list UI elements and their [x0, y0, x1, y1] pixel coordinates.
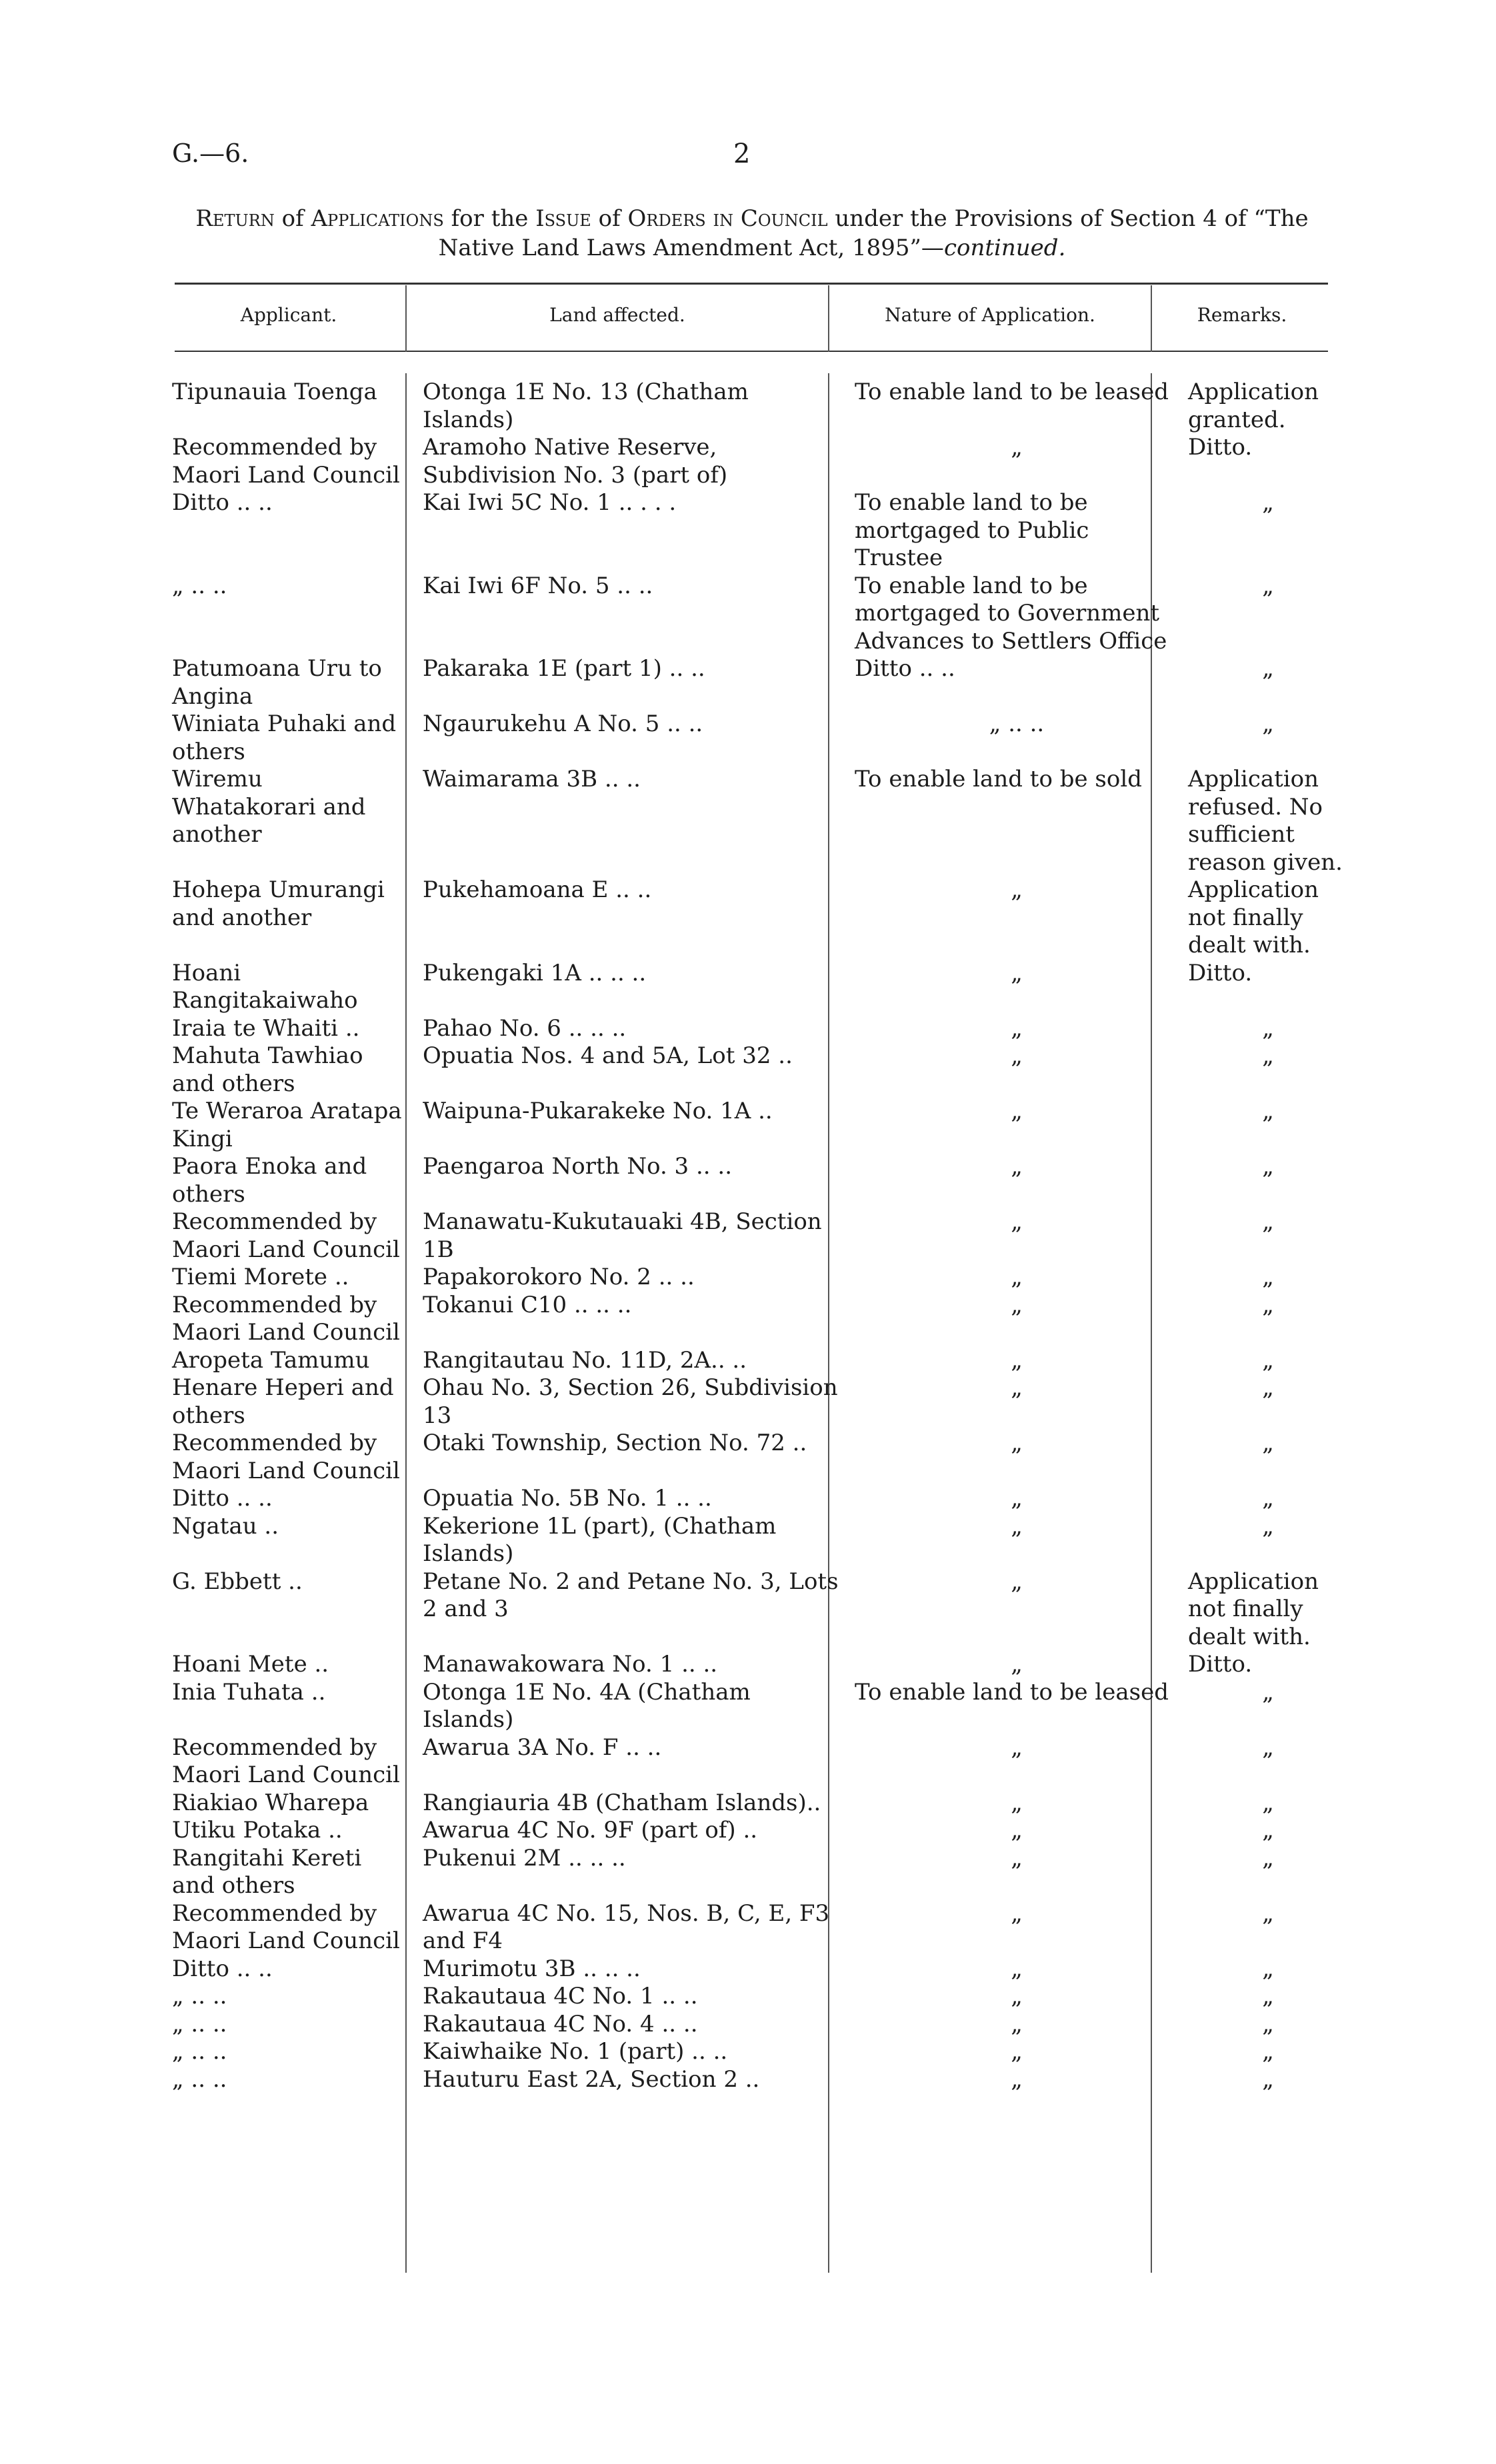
- page-identifier: G.—6.: [172, 139, 249, 168]
- cell-nature: „: [1011, 2065, 1023, 2093]
- title-part: Issue: [535, 205, 591, 232]
- table-row: [172, 1264, 1348, 1292]
- cell-nature: „: [1011, 1042, 1023, 1069]
- page-number: 2: [733, 139, 751, 169]
- table-row: [172, 1485, 1348, 1513]
- cell-applicant: Recommended by Maori Land Council: [172, 1899, 400, 1954]
- cell-applicant: Mahuta Tawhiao and others: [172, 1042, 363, 1097]
- cell-nature: „: [1011, 1568, 1023, 1595]
- cell-applicant: Hoani Mete ..: [172, 1651, 329, 1678]
- table-row: [172, 655, 1348, 710]
- table-row: [172, 1679, 1348, 1734]
- cell-remarks: „: [1262, 1817, 1274, 1844]
- cell-nature: „: [1011, 876, 1023, 903]
- cell-nature: „: [1011, 1734, 1023, 1761]
- title-part: of: [591, 205, 628, 232]
- cell-remarks: „: [1262, 655, 1274, 682]
- table-row: [172, 2011, 1348, 2039]
- table-row: [172, 573, 1348, 656]
- cell-land: Murimotu 3B .. .. ..: [423, 1955, 641, 1982]
- cell-land: Opuatia Nos. 4 and 5A, Lot 32 ..: [423, 1042, 793, 1069]
- cell-remarks: „: [1262, 1430, 1274, 1456]
- cell-remarks: „: [1262, 1983, 1274, 2009]
- cell-nature: „: [1011, 1983, 1023, 2009]
- table-row: [172, 1430, 1348, 1485]
- table-row: [172, 960, 1348, 1015]
- title-part: Applications: [311, 205, 444, 232]
- cell-nature: „: [1011, 1817, 1023, 1844]
- title-part: continued.: [943, 235, 1066, 261]
- cell-nature: „: [1011, 1014, 1023, 1042]
- table-row: [172, 1734, 1348, 1790]
- cell-land: Pahao No. 6 .. .. ..: [423, 1014, 627, 1042]
- cell-remarks: „: [1262, 2010, 1274, 2037]
- cell-nature: „: [1011, 2010, 1023, 2037]
- cell-nature: To enable land to be mortgaged to Government Advances to Settlers Office: [855, 572, 1167, 654]
- table-row: [172, 1983, 1348, 2011]
- cell-remarks: „: [1262, 1512, 1274, 1540]
- table-row: [172, 2066, 1348, 2094]
- cell-land: Rakautaua 4C No. 4 .. ..: [423, 2010, 698, 2037]
- cell-land: Waipuna-Pukarakeke No. 1A ..: [423, 1098, 773, 1124]
- cell-nature: To enable land to be sold: [855, 766, 1142, 792]
- cell-nature: „: [1011, 1098, 1023, 1124]
- title-part: under the Provisions of Section 4 of “The Native Land Laws Amendment Act, 1895”—: [438, 205, 1309, 261]
- cell-nature: „: [1011, 1153, 1023, 1180]
- cell-land: Otaki Township, Section No. 72 ..: [423, 1430, 807, 1456]
- cell-applicant: Ditto .. ..: [172, 1955, 273, 1982]
- cell-applicant: „ .. ..: [172, 572, 227, 599]
- cell-applicant: Hoani Rangitakaiwaho: [172, 959, 358, 1014]
- cell-applicant: Ditto .. ..: [172, 489, 273, 516]
- cell-remarks: „: [1262, 489, 1274, 516]
- table-row: [172, 1817, 1348, 1845]
- table-row: [172, 379, 1348, 434]
- cell-applicant: G. Ebbett ..: [172, 1568, 303, 1595]
- table-row: [172, 1790, 1348, 1818]
- cell-applicant: Rangitahi Kereti and others: [172, 1844, 362, 1899]
- cell-remarks: „: [1262, 1346, 1274, 1374]
- cell-land: Rakautaua 4C No. 1 .. ..: [423, 1983, 698, 2009]
- cell-applicant: Recommended by Maori Land Council: [172, 434, 400, 489]
- cell-remarks: „: [1262, 1678, 1274, 1706]
- cell-applicant: „ .. ..: [172, 2065, 227, 2093]
- cell-land: Papakorokoro No. 2 .. ..: [423, 1264, 695, 1290]
- table-row: [172, 1374, 1348, 1430]
- table-body: [172, 379, 1348, 2093]
- cell-applicant: Recommended by Maori Land Council: [172, 1430, 400, 1484]
- table-row: [172, 434, 1348, 489]
- table-row: [172, 1513, 1348, 1568]
- cell-applicant: Tipunauia Toenga: [172, 379, 377, 405]
- cell-remarks: „: [1262, 1485, 1274, 1512]
- cell-land: Manawatu-Kukutauaki 4B, Section 1B: [423, 1208, 822, 1263]
- cell-remarks: „: [1262, 710, 1274, 737]
- cell-nature: Ditto .. ..: [855, 655, 955, 682]
- cell-land: Tokanui C10 .. .. ..: [423, 1291, 632, 1318]
- cell-nature: To enable land to be leased: [855, 379, 1169, 405]
- cell-land: Awarua 4C No. 15, Nos. B, C, E, F3 and F4: [423, 1899, 830, 1954]
- table-row: [172, 1347, 1348, 1375]
- table-row: [172, 1292, 1348, 1347]
- cell-nature: „: [1011, 959, 1023, 986]
- cell-applicant: Hohepa Umurangi and another: [172, 876, 385, 931]
- cell-applicant: Recommended by Maori Land Council: [172, 1208, 400, 1263]
- cell-land: Kaiwhaike No. 1 (part) .. ..: [423, 2038, 728, 2065]
- cell-land: Pukenui 2M .. .. ..: [423, 1844, 626, 1871]
- cell-nature: „: [1011, 1512, 1023, 1540]
- cell-applicant: Winiata Puhaki and others: [172, 710, 397, 765]
- cell-land: Rangitautau No. 11D, 2A.. ..: [423, 1346, 747, 1374]
- table-row: [172, 1208, 1348, 1264]
- title-part: for the: [443, 205, 536, 232]
- cell-land: Paengaroa North No. 3 .. ..: [423, 1153, 733, 1180]
- table-row: [172, 489, 1348, 573]
- cell-applicant: Iraia te Whaiti ..: [172, 1014, 360, 1042]
- cell-remarks: „: [1262, 1153, 1274, 1180]
- cell-remarks: „: [1262, 1208, 1274, 1235]
- column-header-applicant: Applicant.: [240, 304, 337, 326]
- cell-remarks: „: [1262, 1264, 1274, 1290]
- table-row: [172, 2038, 1348, 2066]
- cell-remarks: „: [1262, 2065, 1274, 2093]
- cell-remarks: „: [1262, 1789, 1274, 1816]
- cell-land: Otonga 1E No. 13 (Chatham Islands): [423, 379, 749, 433]
- cell-remarks: Ditto.: [1188, 1651, 1253, 1678]
- cell-nature: „: [1011, 1264, 1023, 1290]
- table-row: [172, 710, 1348, 766]
- cell-remarks: „: [1262, 1291, 1274, 1318]
- cell-land: Petane No. 2 and Petane No. 3, Lots 2 and 3: [423, 1568, 839, 1622]
- cell-remarks: „: [1262, 1374, 1274, 1401]
- cell-land: Kekerione 1L (part), (Chatham Islands): [423, 1512, 777, 1567]
- cell-nature: „ .. ..: [989, 710, 1045, 737]
- table-top-rule: [175, 283, 1328, 285]
- cell-applicant: Recommended by Maori Land Council: [172, 1734, 400, 1788]
- cell-remarks: Ditto.: [1188, 959, 1253, 986]
- cell-applicant: Ditto .. ..: [172, 1485, 273, 1512]
- title-part: of: [274, 205, 311, 232]
- cell-applicant: Ngatau ..: [172, 1512, 279, 1540]
- cell-nature: „: [1011, 2038, 1023, 2065]
- cell-remarks: „: [1262, 2038, 1274, 2065]
- cell-applicant: Henare Heperi and others: [172, 1374, 394, 1429]
- title-part: Return: [195, 205, 275, 232]
- cell-applicant: Utiku Potaka ..: [172, 1817, 343, 1844]
- cell-remarks: „: [1262, 1098, 1274, 1124]
- cell-land: Awarua 4C No. 9F (part of) ..: [423, 1817, 758, 1844]
- cell-applicant: Recommended by Maori Land Council: [172, 1291, 400, 1346]
- document-title: [172, 204, 1332, 263]
- cell-remarks: „: [1262, 1014, 1274, 1042]
- cell-applicant: Paora Enoka and others: [172, 1153, 367, 1208]
- cell-remarks: „: [1262, 572, 1274, 599]
- cell-remarks: „: [1262, 1734, 1274, 1761]
- table-row: [172, 1845, 1348, 1900]
- header-bottom-rule: [175, 351, 1328, 352]
- cell-remarks: Application refused. No sufficient reason given.: [1188, 766, 1343, 876]
- cell-land: Pukengaki 1A .. .. ..: [423, 959, 647, 986]
- cell-applicant: Te Weraroa Aratapa Kingi: [172, 1098, 402, 1152]
- cell-applicant: „ .. ..: [172, 2038, 227, 2065]
- cell-nature: „: [1011, 1651, 1023, 1678]
- cell-remarks: „: [1262, 1042, 1274, 1069]
- cell-land: Pukehamoana E .. ..: [423, 876, 652, 903]
- cell-applicant: Aropeta Tamumu: [172, 1346, 370, 1374]
- cell-nature: „: [1011, 1208, 1023, 1235]
- column-header-nature: Nature of Application.: [885, 304, 1095, 326]
- table-row: [172, 1900, 1348, 1955]
- cell-nature: „: [1011, 1485, 1023, 1512]
- table-row: [172, 1651, 1348, 1679]
- table-row: [172, 876, 1348, 960]
- cell-remarks: Application granted.: [1188, 379, 1319, 433]
- cell-remarks: Ditto.: [1188, 434, 1253, 461]
- cell-nature: „: [1011, 434, 1023, 461]
- column-header-land: Land affected.: [549, 304, 685, 326]
- cell-nature: „: [1011, 1789, 1023, 1816]
- cell-applicant: „ .. ..: [172, 2010, 227, 2037]
- cell-land: Pakaraka 1E (part 1) .. ..: [423, 655, 705, 682]
- cell-applicant: Patumoana Uru to Angina: [172, 655, 382, 710]
- cell-applicant: Tiemi Morete ..: [172, 1264, 349, 1290]
- cell-nature: „: [1011, 1291, 1023, 1318]
- cell-applicant: Wiremu Whatakorari and another: [172, 766, 366, 848]
- cell-remarks: „: [1262, 1955, 1274, 1982]
- cell-remarks: Application not finally dealt with.: [1188, 876, 1319, 958]
- table-row: [172, 1098, 1348, 1153]
- cell-land: Kai Iwi 5C No. 1 .. . . .: [423, 489, 677, 516]
- table-row: [172, 1015, 1348, 1043]
- cell-nature: „: [1011, 1955, 1023, 1982]
- cell-nature: To enable land to be mortgaged to Public Trustee: [855, 489, 1089, 571]
- cell-land: Aramoho Native Reserve, Subdivision No. 3 (part of): [423, 434, 728, 489]
- cell-land: Manawakowara No. 1 .. ..: [423, 1651, 718, 1678]
- applications-table: [172, 379, 1348, 2093]
- cell-land: Rangiauria 4B (Chatham Islands)..: [423, 1789, 821, 1816]
- cell-land: Opuatia No. 5B No. 1 .. ..: [423, 1485, 712, 1512]
- cell-nature: To enable land to be leased: [855, 1678, 1169, 1706]
- cell-land: Awarua 3A No. F .. ..: [423, 1734, 662, 1761]
- cell-nature: „: [1011, 1346, 1023, 1374]
- table-row: [172, 766, 1348, 876]
- cell-nature: „: [1011, 1844, 1023, 1871]
- cell-applicant: „ .. ..: [172, 1983, 227, 2009]
- cell-remarks: „: [1262, 1899, 1274, 1927]
- cell-remarks: „: [1262, 1844, 1274, 1871]
- cell-nature: „: [1011, 1430, 1023, 1456]
- cell-nature: „: [1011, 1374, 1023, 1401]
- table-row: [172, 1153, 1348, 1208]
- cell-land: Waimarama 3B .. ..: [423, 766, 641, 792]
- cell-applicant: Inia Tuhata ..: [172, 1678, 326, 1706]
- table-row: [172, 1042, 1348, 1098]
- cell-nature: „: [1011, 1899, 1023, 1927]
- cell-land: Otonga 1E No. 4A (Chatham Islands): [423, 1678, 751, 1733]
- cell-land: Ngaurukehu A No. 5 .. ..: [423, 710, 703, 737]
- cell-remarks: Application not finally dealt with.: [1188, 1568, 1319, 1650]
- cell-land: Ohau No. 3, Section 26, Subdivision 13: [423, 1374, 838, 1429]
- column-header-remarks: Remarks.: [1197, 304, 1287, 326]
- title-part: Orders in Council: [627, 205, 828, 232]
- cell-applicant: Riakiao Wharepa: [172, 1789, 369, 1816]
- table-row: [172, 1955, 1348, 1983]
- table-row: [172, 1568, 1348, 1652]
- cell-land: Hauturu East 2A, Section 2 ..: [423, 2065, 760, 2093]
- cell-land: Kai Iwi 6F No. 5 .. ..: [423, 572, 653, 599]
